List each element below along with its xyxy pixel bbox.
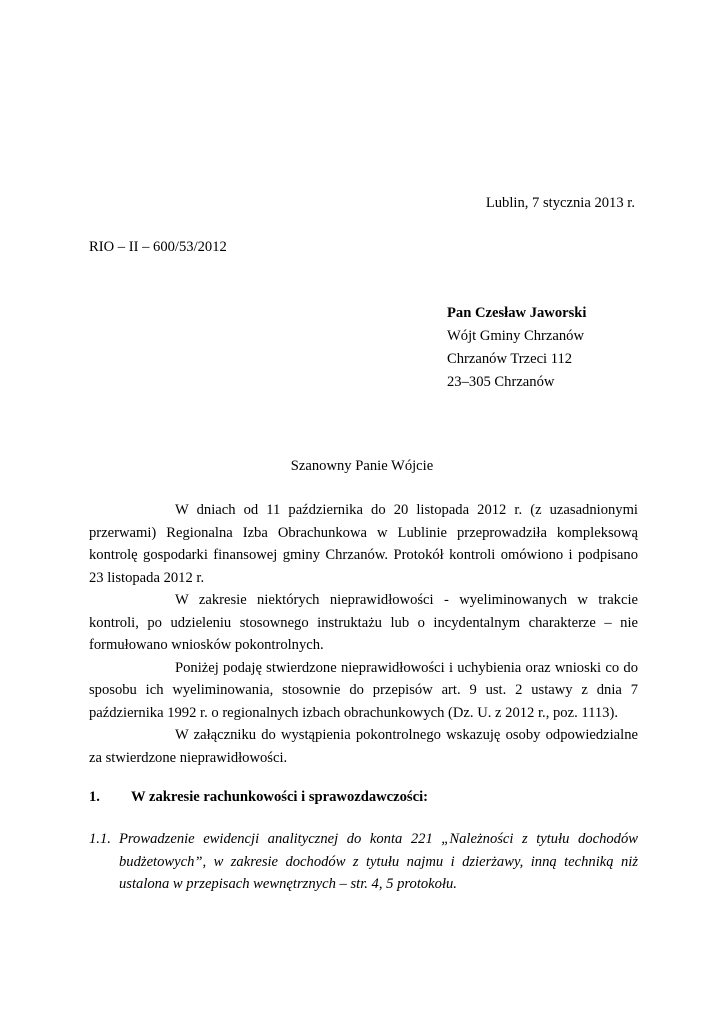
place-date: Lublin, 7 stycznia 2013 r. <box>485 195 635 211</box>
subsection <box>89 828 638 896</box>
salutation: Szanowny Panie Wójcie <box>290 458 434 474</box>
subsection-number: 1.1. <box>89 831 111 847</box>
recipient-street: Chrzanów Trzeci 112 <box>447 351 573 367</box>
recipient-address <box>447 302 586 394</box>
paragraph-3: Poniżej podaję stwierdzone nieprawidłowości i uchybienia oraz wnioski co do sposobu ich wyeliminowania, stosownie do przepisów art. 9 ust. 2 ustawy z dnia 7 października 1992 r. o regionalnych izbach obrachunkowych (Dz. U. z 2012 r., poz. 1113). <box>89 659 638 721</box>
recipient-title: Wójt Gminy Chrzanów <box>447 328 584 344</box>
paragraph-2: W zakresie niektórych nieprawidłowości - wyeliminowanych w trakcie kontroli, po udzieleniu stosownego instruktażu lub o incydentalnym charakterze – nie formułowano wniosków pokontrolnych. <box>89 592 638 653</box>
letter-body <box>89 499 638 769</box>
paragraph-4: W załączniku do wystąpienia pokontrolnego wskazuję osoby odpowiedzialne za stwierdzone nieprawidłowości. <box>89 727 638 766</box>
reference-number: RIO – II – 600/53/2012 <box>89 239 227 255</box>
section-number: 1. <box>89 789 100 805</box>
paragraph-1: W dniach od 11 października do 20 listopada 2012 r. (z uzasadnionymi przerwami) Regionalna Izba Obrachunkowa w Lublinie przeprowadziła kompleksową kontrolę gospodarki finansowej gminy Chrzanów. Protokół kontroli omówiono i podpisano 23 listopada 2012 r. <box>89 502 638 586</box>
recipient-city: 23–305 Chrzanów <box>447 374 555 390</box>
subsection-text: Prowadzenie ewidencji analitycznej do konta 221 „Należności z tytułu dochodów budżetowych”, w zakresie dochodów z tytułu najmu i dzierżawy, inną techniką niż ustalona w przepisach wewnętrznych – str. 4, 5 protokołu. <box>119 831 638 892</box>
section-title: W zakresie rachunkowości i sprawozdawczości: <box>131 789 428 805</box>
section-heading <box>89 786 428 809</box>
recipient-name: Pan Czesław Jaworski <box>447 305 587 321</box>
